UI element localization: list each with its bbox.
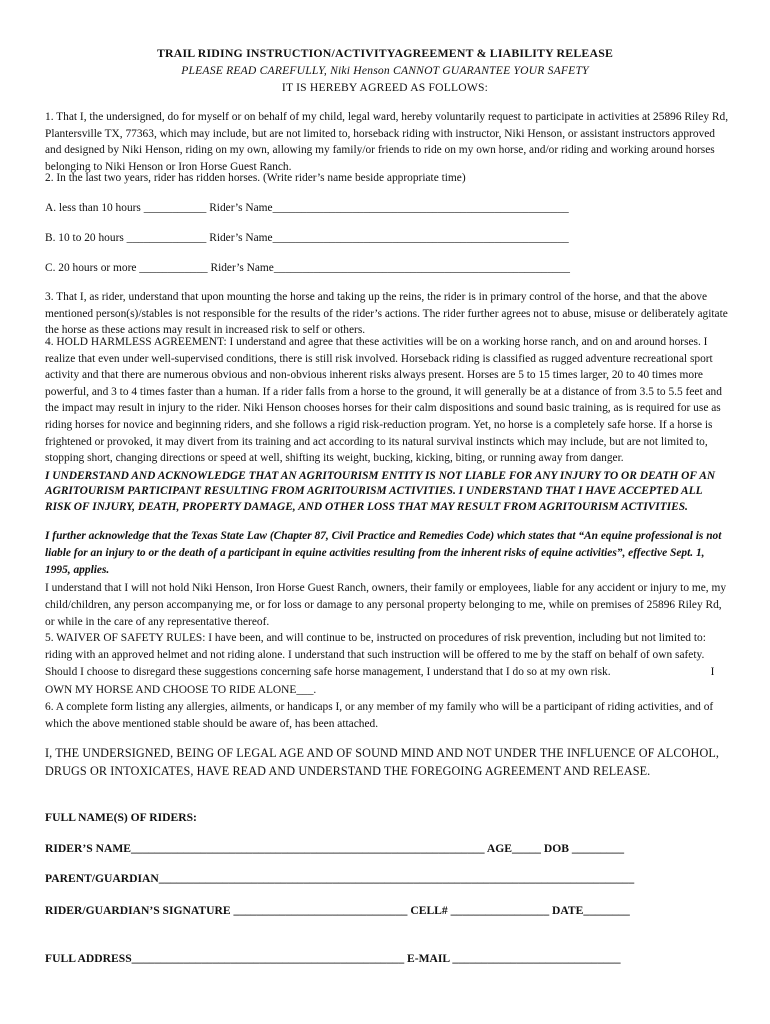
clause-4-hold-harmless: 4. HOLD HARMLESS AGREEMENT: I understand and agree that these activities will be on a working horse ranch, and on and around horses. I realize that even under well-supervised conditions, there is still risk involved. Horseback riding is classified as rugged adventure recreational sport activity and that there are numerous obvious and non-obvious inherent risks always present. Horses are 5 to 15 times larger, 20 to 40 times more powerful, and 3 to 4 times faster than a human. If a rider falls from a horse to the ground, it will generally be at a distance of from 3.5 to 5.5 feet and the impact may result in injury to the rider. Niki Henson chooses horses for their calm dispositions and sound basic training, as is required for use as riding horses for novice and beginning riders, and she follows a rigid risk-reduction program. Yet, no horse is a completely safe horse. If a horse is frightened or provoked, it may divert from its training and act according to its natural survival instincts which may include, but are not limited to, stopping short, changing directions or speed at well, shifting its weight, bucking, kicking, biting, or running away from danger. xyxy=(45,336,722,465)
address-field[interactable]: FULL ADDRESS_______________________________________________ E-MAIL _____________________________ xyxy=(45,952,621,965)
clause-2: 2. In the last two years, rider has ridden horses. (Write rider’s name beside appropriate time) xyxy=(45,172,466,184)
legal-declaration: I, THE UNDERSIGNED, BEING OF LEGAL AGE AND OF SOUND MIND AND NOT UNDER THE INFLUENCE OF ALCOHOL, DRUGS OR INTOXICATES, HAVE READ AND UNDERSTAND THE FOREGOING AGREEMENT AND RELEASE. xyxy=(45,746,720,778)
option-b-line: B. 10 to 20 hours ______________ Rider’s Name____________________________________________________ xyxy=(45,232,569,244)
clause-6: 6. A complete form listing any allergies, ailments, or handicaps I, or any member of my family who will be a participant of riding activities, and of which the above mentioned stable should be aware of, has been attached. xyxy=(45,701,714,731)
parent-guardian-field[interactable]: PARENT/GUARDIAN__________________________________________________________________________________ xyxy=(45,872,635,885)
texas-law-acknowledgement: I further acknowledge that the Texas State Law (Chapter 87, Civil Practice and Remedies Code) which states that “An equine professional is not liable for an injury to or the death of a participant in equine activities resulting from the inherent risks of equine activities”, effective Sept. 1, 1995, applies. xyxy=(45,530,722,577)
agritourism-acknowledgement: I UNDERSTAND AND ACKNOWLEDGE THAT AN AGRITOURISM ENTITY IS NOT LIABLE FOR ANY INJURY TO OR DEATH OF AN AGRITOURISM PARTICIPANT RESULTING FROM AGRITOURISM ACTIVITIES. I UNDERSTAND THAT I HAVE ACCEPTED ALL RISK OF INJURY, DEATH, PROPERTY DAMAGE, AND OTHER LOSS THAT MAY RESULT FROM AGRITOURISM ACTIVITIES. xyxy=(45,470,716,513)
clause-1: 1. That I, the undersigned, do for myself or on behalf of my child, legal ward, hereby voluntarily request to participate in activities at 25896 Riley Rd, Plantersville TX, 77363, which may include, but are not limited to, horseback riding with instructor, Niki Henson, or assistant instructors approved and designed by Niki Henson, riding on my own, allowing my family/or friends to ride on my own horse, and/or riding and working around horses belonging to Niki Henson or Iron Horse Guest Ranch. xyxy=(45,111,729,173)
own-horse-statement: I OWN MY HORSE AND CHOOSE TO RIDE ALONE___. xyxy=(45,666,715,696)
agreed-heading: IT IS HEREBY AGREED AS FOLLOWS: xyxy=(281,81,489,94)
clause-5-text: 5. WAIVER OF SAFETY RULES: I have been, and will continue to be, instructed on procedures of risk prevention, including but not limited to: riding with an approved helmet and not riding alone. I understand that such instruction will be offered to me by the staff on behalf of own safety. Should I choose to disregard these suggestions concerning safe horse management, I understand that I do so at my own risk. xyxy=(45,632,706,679)
document-title: TRAIL RIDING INSTRUCTION/ACTIVITYAGREEMENT & LIABILITY RELEASE xyxy=(156,46,614,60)
clause-3: 3. That I, as rider, understand that upon mounting the horse and taking up the reins, the rider is in primary control of the horse, and that the above mentioned person(s)/stables is not responsible for the results of the rider’s actions. The rider further agrees not to abuse, misuse or deliberately agitate the horse as these actions may result in increased risk to self or others. xyxy=(45,291,728,337)
document-subtitle: PLEASE READ CAREFULLY, Niki Henson CANNOT GUARANTEE YOUR SAFETY xyxy=(181,64,589,77)
hold-harmless-statement: I understand that I will not hold Niki Henson, Iron Horse Guest Ranch, owners, their family or employees, liable for any accident or injury to me, my child/children, any person accompanying me, or for loss or damage to any personal property belonging to me, while on premises of 25896 Riley Rd, or while in the care of any representative thereof. xyxy=(45,582,727,629)
full-names-heading: FULL NAME(S) OF RIDERS: xyxy=(45,811,197,824)
signature-field[interactable]: RIDER/GUARDIAN’S SIGNATURE ______________________________ CELL# _________________ DATE________ xyxy=(45,904,630,917)
option-c-line: C. 20 hours or more ____________ Rider’s Name____________________________________________________ xyxy=(45,262,570,274)
clause-5-waiver xyxy=(45,630,730,699)
option-a-line: A. less than 10 hours ___________ Rider’s Name____________________________________________________ xyxy=(45,202,569,214)
rider-name-field[interactable]: RIDER’S NAME_____________________________________________________________ AGE_____ DOB _________ xyxy=(45,842,625,855)
